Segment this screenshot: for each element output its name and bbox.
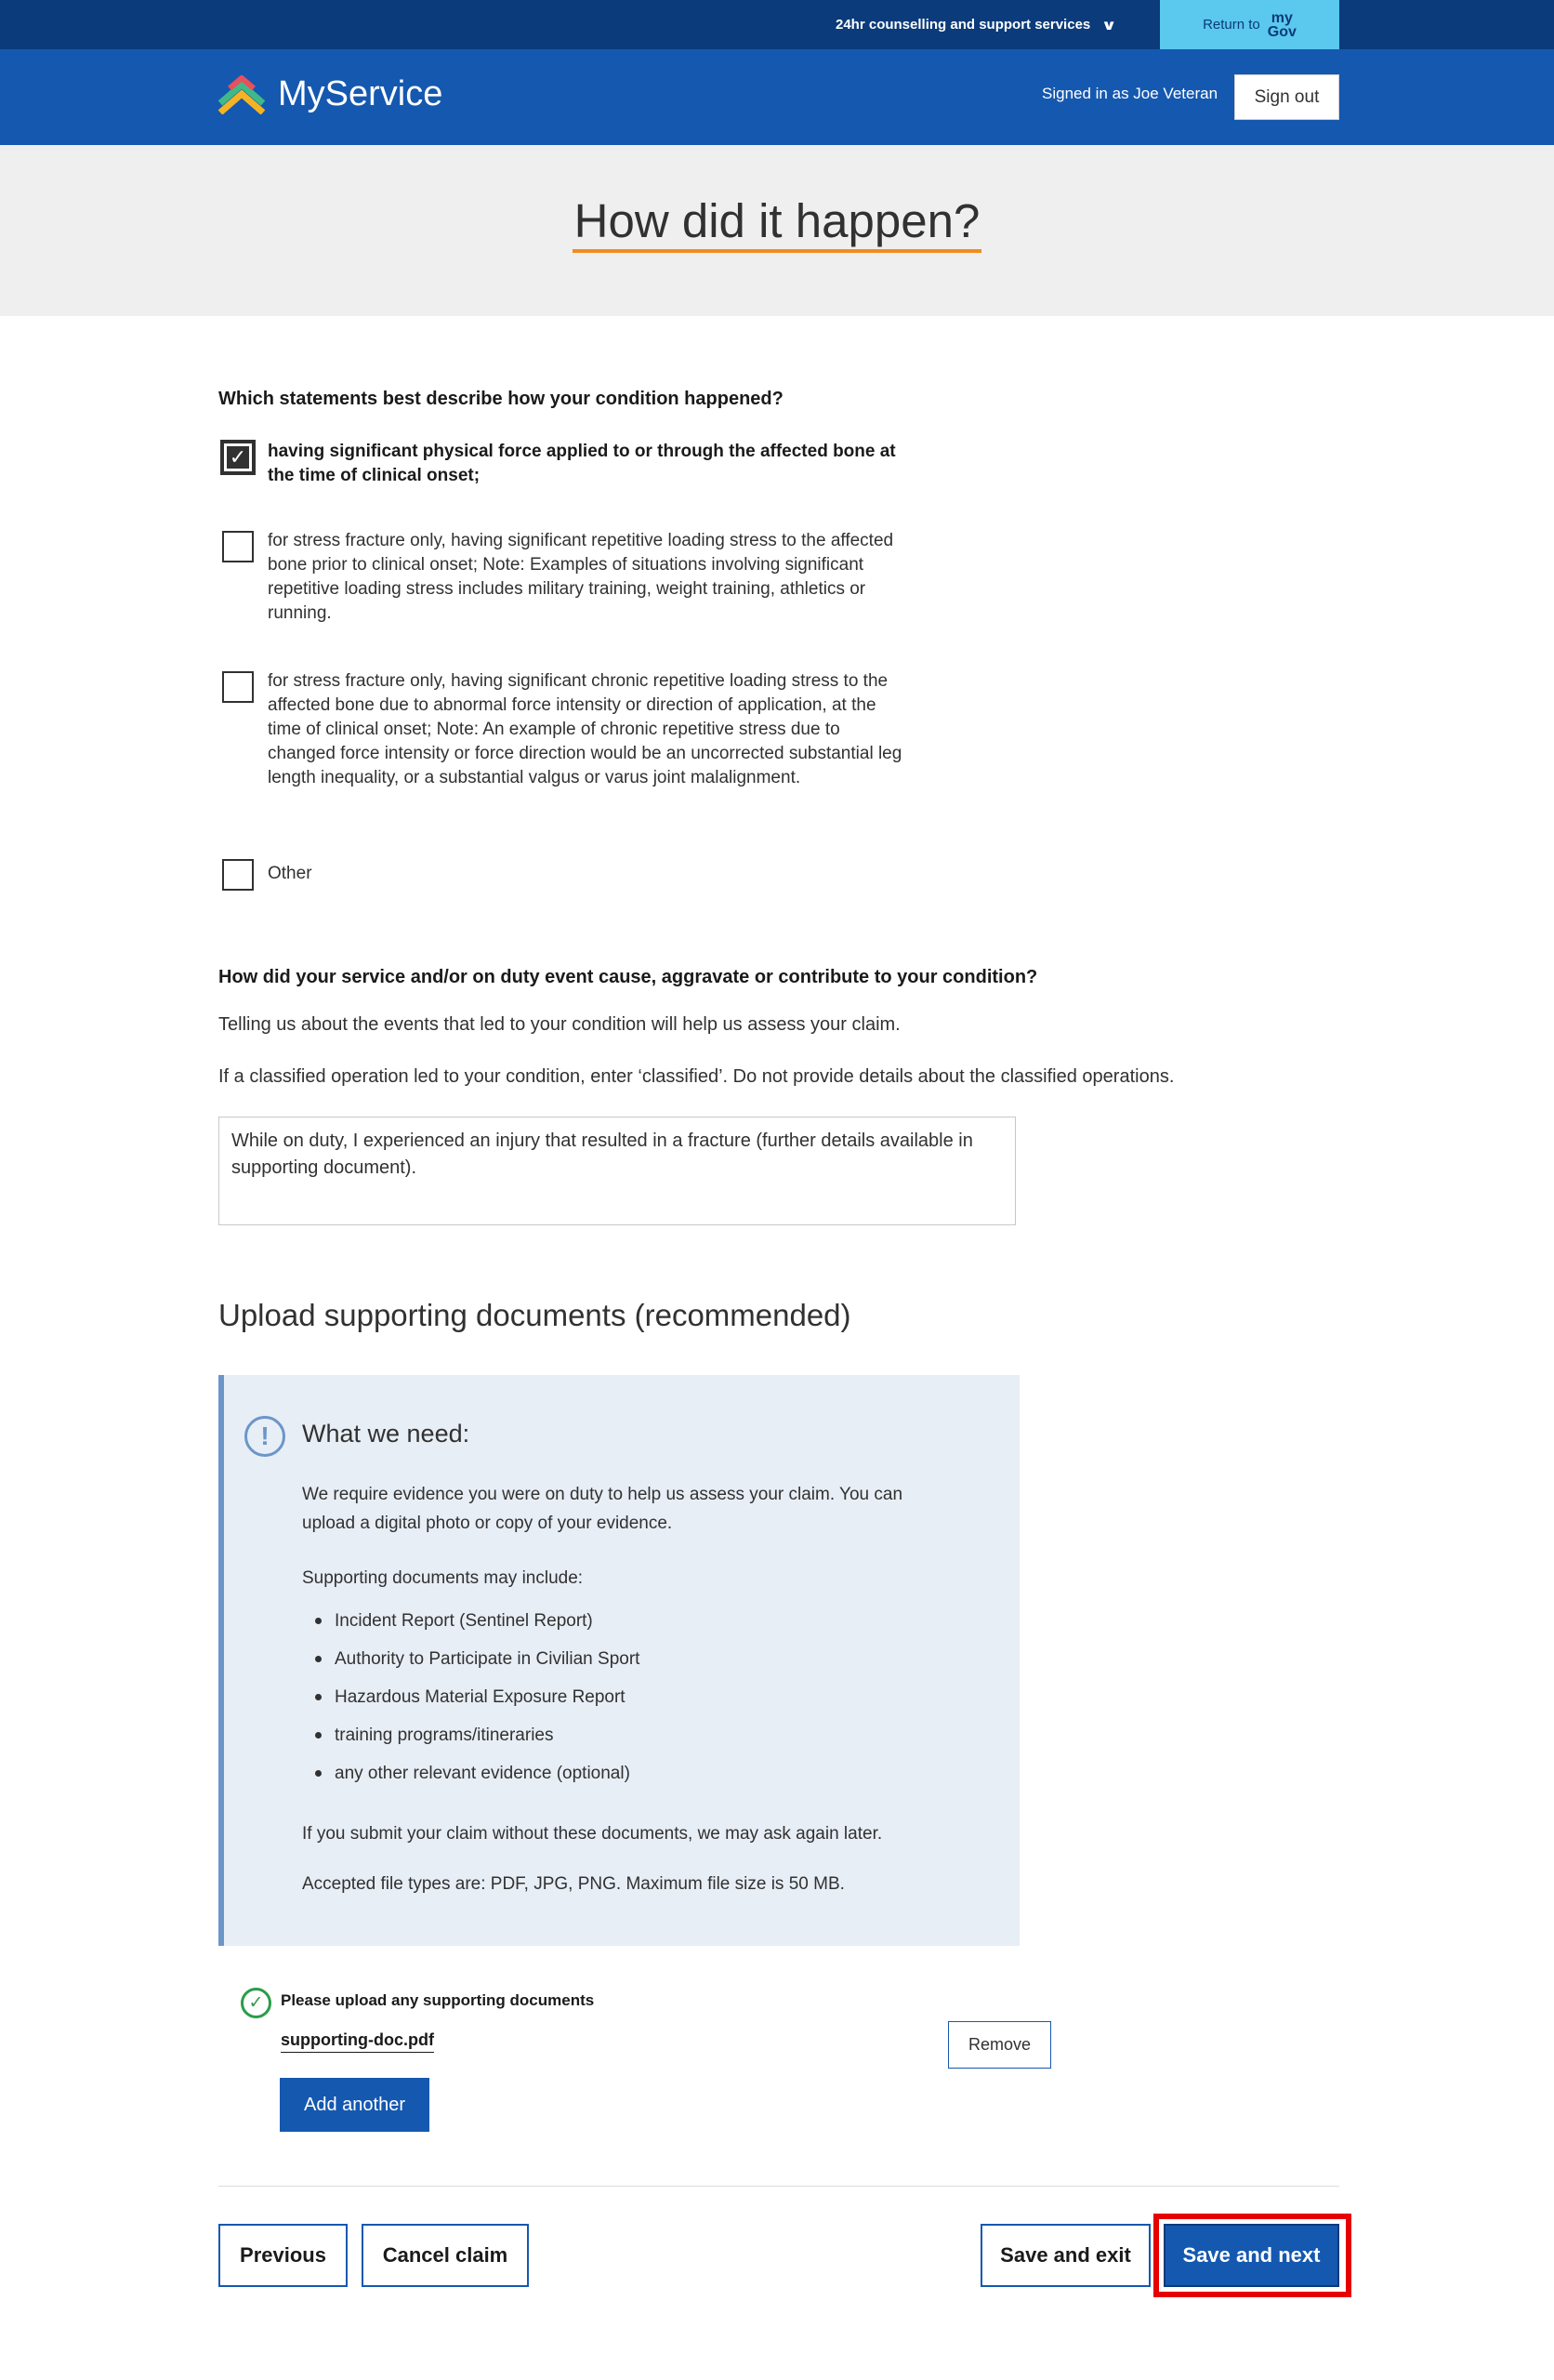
sign-out-button[interactable]: Sign out xyxy=(1234,74,1339,120)
highlight-box xyxy=(1153,2214,1351,2297)
what-we-need-callout xyxy=(218,1375,1020,1946)
service-event-hint: Telling us about the events that led to your condition will help us assess your claim. xyxy=(218,1014,901,1035)
callout-paragraph: If you submit your claim without these documents, we may ask again later. xyxy=(302,1824,883,1844)
mygov-logo: my Gov xyxy=(1267,9,1297,40)
statement-option-other[interactable] xyxy=(222,857,910,891)
classified-hint: If a classified operation led to your condition, enter ‘classified’. Do not provide details about the classified operations. xyxy=(218,1066,1175,1087)
bullet-icon xyxy=(315,1694,322,1700)
uploaded-file-link[interactable]: supporting-doc.pdf xyxy=(281,2030,434,2053)
bullet-icon xyxy=(315,1732,322,1739)
list-item: any other relevant evidence (optional) xyxy=(302,1754,639,1792)
counselling-menu[interactable] xyxy=(836,0,1117,49)
statement-option-label: for stress fracture only, having significant repetitive loading stress to the affected bone prior to clinical onset; Note: Examples of situations involving significant repetitive loading stress includes military training, weight training, athletics or running. xyxy=(268,531,894,623)
return-to-mygov-button[interactable] xyxy=(1160,0,1339,49)
cancel-claim-button[interactable]: Cancel claim xyxy=(362,2224,529,2287)
callout-title: What we need: xyxy=(302,1420,470,1448)
signed-in-text: Signed in as Joe Veteran xyxy=(1042,85,1218,102)
bullet-icon xyxy=(315,1656,322,1662)
add-another-button[interactable]: Add another xyxy=(280,2078,429,2132)
top-utility-bar xyxy=(0,0,1554,49)
save-and-next-button[interactable]: Save and next xyxy=(1164,2224,1339,2287)
callout-paragraph: We require evidence you were on duty to help us assess your claim. You can upload a digital photo or copy of your evidence. xyxy=(302,1485,903,1533)
remove-file-button[interactable]: Remove xyxy=(948,2021,1051,2069)
title-banner xyxy=(0,145,1554,316)
previous-button[interactable]: Previous xyxy=(218,2224,348,2287)
list-item: training programs/itineraries xyxy=(302,1716,639,1754)
upload-heading: Upload supporting documents (recommended) xyxy=(218,1298,851,1332)
page-title: How did it happen? xyxy=(0,193,1554,248)
counselling-label: 24hr counselling and support services xyxy=(836,17,1091,33)
info-exclamation-icon: ! xyxy=(244,1416,285,1457)
service-event-question: How did your service and/or on duty event cause, aggravate or contribute to your condition? xyxy=(218,967,1038,987)
list-item: Hazardous Material Exposure Report xyxy=(302,1678,639,1716)
checkbox[interactable] xyxy=(222,531,254,562)
chevron-down-icon: ∨ xyxy=(1100,17,1117,33)
statement-option-1[interactable] xyxy=(222,440,910,488)
checkbox[interactable] xyxy=(222,671,254,703)
callout-paragraph: Accepted file types are: PDF, JPG, PNG. Maximum file size is 50 MB. xyxy=(302,1874,845,1894)
bullet-icon xyxy=(315,1770,322,1777)
bullet-icon xyxy=(315,1618,322,1624)
statement-option-label: for stress fracture only, having significant chronic repetitive loading stress to the affected bone due to abnormal force intensity or direction of application, at the time of clinical onset; Note: An example of chronic repetitive stress due to changed force intensity or force direction would be an uncorrected substantial leg length inequality, or a substantial valgus or varus joint malalignment. xyxy=(268,671,902,787)
check-circle-icon: ✓ xyxy=(241,1988,271,2018)
callout-paragraph: Supporting documents may include: xyxy=(302,1568,584,1588)
myservice-logo-icon xyxy=(217,75,267,114)
list-item: Authority to Participate in Civilian Sport xyxy=(302,1640,639,1678)
divider xyxy=(218,2186,1339,2187)
checkbox[interactable] xyxy=(222,859,254,891)
return-label: Return to xyxy=(1203,17,1260,33)
statement-option-label: having significant physical force applied to or through the affected bone at the time of clinical onset; xyxy=(268,442,896,485)
service-event-textarea[interactable]: While on duty, I experienced an injury that resulted in a fracture (further details available in supporting document). xyxy=(218,1117,1016,1225)
statement-option-2[interactable] xyxy=(222,529,910,626)
brand-title: MyService xyxy=(278,74,443,113)
upload-status-label: Please upload any supporting documents xyxy=(281,1991,595,2009)
statements-question: Which statements best describe how your condition happened? xyxy=(218,389,784,409)
save-and-exit-button[interactable]: Save and exit xyxy=(981,2224,1151,2287)
checkmark-icon: ✓ xyxy=(229,445,247,469)
list-item: Incident Report (Sentinel Report) xyxy=(302,1602,639,1640)
statement-option-3[interactable] xyxy=(222,669,910,790)
brand-logo-link[interactable] xyxy=(217,74,442,114)
document-list xyxy=(302,1602,639,1792)
statement-option-label: Other xyxy=(268,864,312,883)
checkbox-checked[interactable] xyxy=(222,442,254,473)
site-header xyxy=(0,49,1554,145)
